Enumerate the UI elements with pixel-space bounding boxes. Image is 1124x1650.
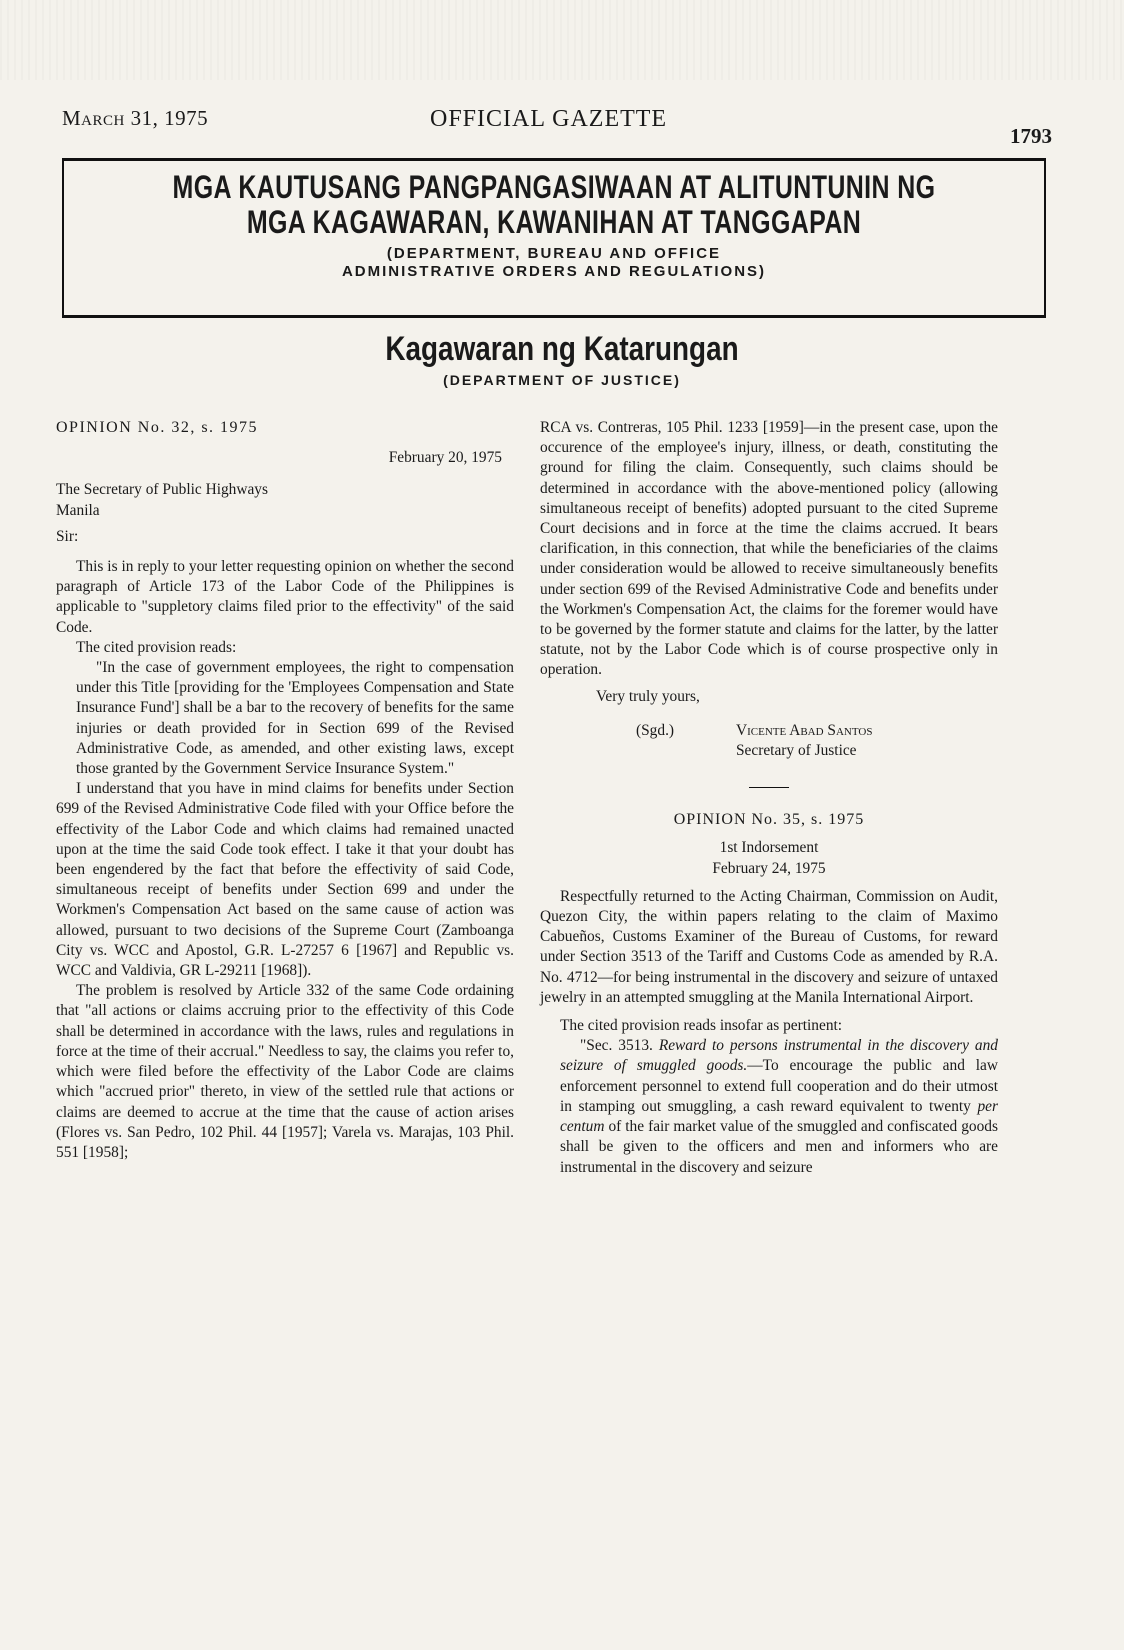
section-divider (749, 787, 789, 788)
signatory-title: Secretary of Justice (736, 742, 857, 760)
department-title: Kagawaran ng Katarungan (385, 330, 739, 368)
opinion-32-quote: "In the case of government employees, the right to compensation under this Title [providing for the 'Employees Compensation and State Insurance Fund'] shall be a bar to the recovery of benefits for the same injuries or death provided for in Section 699 of the Revised Administrative Code, as amended, and other existing laws, except those granted by the Government Service Insurance System." (76, 659, 514, 778)
section-heading-box (62, 158, 1046, 318)
issue-date: March 31, 1975 (62, 106, 209, 130)
left-column (56, 418, 514, 1163)
signature-block (540, 721, 998, 761)
quote-section-label: "Sec. 3513. (580, 1037, 653, 1055)
quote-text-b: of the fair market value of the smuggled and confiscated goods shall be given to the officers and men and informers who are instrumental in the discovery and seizure (560, 1118, 998, 1176)
opinion-32-paragraph-5: RCA vs. Contreras, 105 Phil. 1233 [1959]—in the present case, upon the occurence of the employee's injury, illness, or death, constituting the ground for filing the claim. Consequently, such claims should be determined in accordance with the above-mentioned policy (allowing simultaneous receipt of benefits) adopted pursuant to the cited Supreme Court decisions and in force at the time the claims accrued. It bears clarification, in this connection, that while the beneficiaries of the claims under consideration would be allowed to receive simultaneously benefits under section 699 of the Revised Administrative Code and benefits under the Workmen's Compensation Act, the claims for the foremer would have to be governed by the former statute and claims for the latter, by the latter statute, not by the Labor Code which is of course prospective only in operation. (540, 419, 998, 679)
right-column (540, 418, 998, 1178)
running-head (62, 106, 1052, 146)
opinion-32-paragraph-2: The cited provision reads: (76, 638, 237, 656)
signed-mark: (Sgd.) (636, 721, 675, 739)
opinion-32-paragraph-1: This is in reply to your letter requesting opinion on whether the second paragraph of Article 173 of the Labor Code of the Philippines is applicable to "suppletory claims filed prior to the effectivity" of the said Code. (56, 558, 514, 636)
closing: Very truly yours, (596, 687, 700, 705)
salutation: Sir: (56, 527, 79, 545)
opinion-35-paragraph-1: Respectfully returned to the Acting Chairman, Commission on Audit, Quezon City, the within papers relating to the claim of Maximo Cabueños, Customs Examiner of the Bureau of Customs, for reward under Section 3513 of the Tariff and Customs Code as amended by R.A. No. 4712—for being instrumental in the discovery and seizure of untaxed jewelry in an attempted smuggling at the Manila International Airport. (540, 887, 998, 1006)
indorsement-label: 1st Indorsement (719, 839, 819, 857)
publication-title: OFFICIAL GAZETTE (430, 106, 668, 132)
section-title-line2: MGA KAGAWARAN, KAWANIHAN AT TANGGAPAN (246, 204, 862, 240)
opinion-32-paragraph-3: I understand that you have in mind claims for benefits under Section 699 of the Revised Administrative Code filed with your Office before the effectivity of the Labor Code and which claims had remained unacted upon at the time the said Code took effect. I take it that your doubt has been engendered by the fact that before the effectivity of said Code, simultaneous receipt of benefits under Section 699 and under the Workmen's Compensation Act based on the same cause of action was allowed, pursuant to two decisions of the Supreme Court (Zamboanga City vs. WCC and Apostol, G.R. L-27257 6 [1967] and Republic vs. WCC and Valdivia, GR L-29211 [1968]). (56, 780, 514, 980)
section-title-line1: MGA KAUTUSANG PANGPANGASIWAAN AT ALITUNTUNIN NG (172, 169, 936, 205)
quote-text-a: —To encourage the public and law enforcement personnel to extend full cooperation and do their utmost in stamping out smuggling, a cash reward equivalent to twenty (560, 1057, 998, 1115)
addressee: The Secretary of Public Highways (56, 481, 268, 499)
opinion-35-date: February 24, 1975 (712, 859, 826, 877)
quote-heading: Reward to persons instrumental in the discovery and seizure of smuggled goods. (560, 1037, 998, 1075)
signatory-name: Vicente Abad Santos (736, 721, 873, 739)
opinion-32-date: February 20, 1975 (388, 449, 502, 467)
scan-noise (0, 0, 1124, 80)
addressee-city: Manila (56, 501, 100, 519)
opinion-35-number: OPINION No. 35, s. 1975 (673, 811, 865, 829)
opinion-32-number: OPINION No. 32, s. 1975 (56, 419, 259, 436)
opinion-35-quote (560, 1036, 998, 1177)
page-number: 1793 (1010, 124, 1052, 148)
opinion-32-paragraph-4: The problem is resolved by Article 332 of the same Code ordaining that "all actions or claims accruing prior to the effectivity of this Code shall be determined in accordance with the laws, rules and regulations in force at the time of their accrual." Needless to say, the claims you refer to, which were filed before the effectivity of the Labor Code are claims which "accrued prior" thereto, in view of the settled rule that actions or claims are deemed to accrue at the time that the cause of action arises (Flores vs. San Pedro, 102 Phil. 44 [1957]; Varela vs. Marajas, 103 Phil. 551 [1958]; (56, 982, 514, 1161)
department-subtitle: (DEPARTMENT OF JUSTICE) (443, 372, 681, 388)
section-subtitle: (DEPARTMENT, BUREAU AND OFFICE ADMINISTRATIVE ORDERS AND REGULATIONS) (341, 245, 767, 280)
opinion-35-paragraph-2: The cited provision reads insofar as pertinent: (560, 1017, 843, 1035)
quote-italic: per centum (560, 1097, 998, 1136)
